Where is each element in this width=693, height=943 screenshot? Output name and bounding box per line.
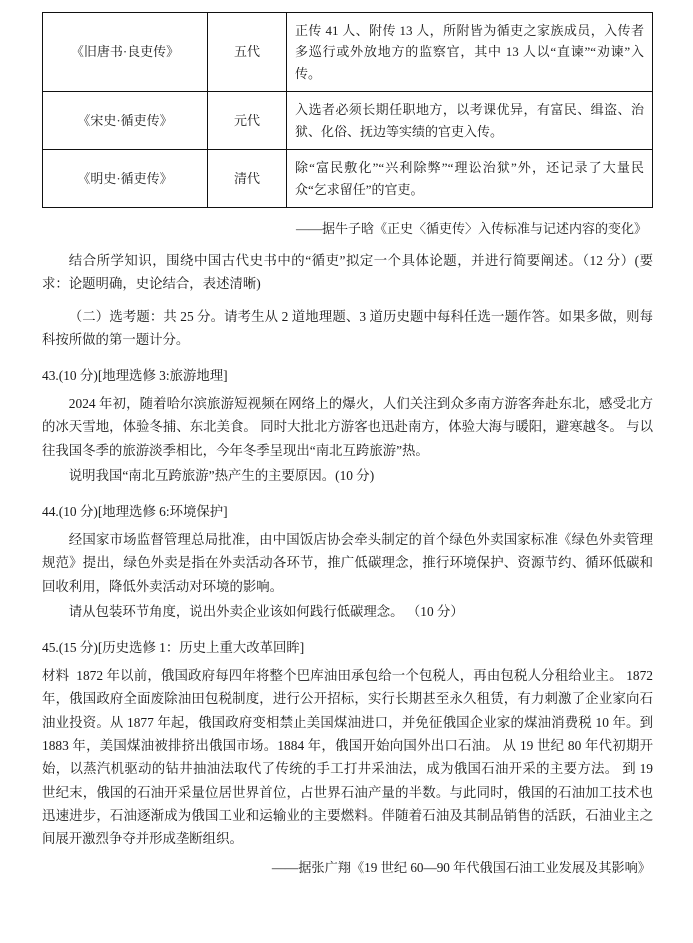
question-45-tag: [历史选修 1：历史上重大改革回眸] bbox=[97, 640, 305, 656]
question-43-score: (10 分) bbox=[58, 368, 98, 384]
table-cell-title: 《明史·循吏传》 bbox=[43, 150, 208, 208]
question-45-head bbox=[42, 637, 653, 660]
table-row bbox=[43, 92, 653, 150]
table-row bbox=[43, 13, 653, 92]
table-cell-desc: 正传 41 人、附传 13 人，所附皆为循吏之家族成员，入传者多巡行或外放地方的监察官，其中 13 人以“直谏”“劝谏”入传。 bbox=[287, 13, 653, 92]
material-text: 1872 年以前，俄国政府每四年将整个巴库油田承包给一个包税人，再由包税人分租给业主。 1872 年，俄国政府全面废除油田包税制度，进行公开招标，实行长期甚至永久租赁，有力刺激了企业家向石油业投资。从 1877 年起，俄国政府变相禁止美国煤油进口，并免征俄国企业家的煤油消费税 10 年。到 1883 年，美国煤油被排挤出俄国市场。1884 年，俄国开始向国外出口石油。 从 19 世纪 80 年代初期开始，以蒸汽机驱动的钻井抽油法取代了传统的手工打井采油法，成为俄国石油开采的主要方法。 到 19 世纪末，俄国的石油开采量位居世界首位，占世界石油产量的半数。与此同时，俄国的石油加工技术也迅速进步，石油逐渐成为俄国工业和运输业的主要燃料。伴随着石油及其制品销售的活跃，石油业主之间展开激烈争夺并形成垄断组织。 bbox=[42, 668, 653, 847]
table-row bbox=[43, 150, 653, 208]
question-43-para2: 说明我国“南北互跨旅游”热产生的主要原因。(10 分) bbox=[68, 468, 375, 484]
question-45-source: ——据张广翔《19 世纪 60—90 年代俄国石油工业发展及其影响》 bbox=[271, 859, 651, 875]
question-44 bbox=[42, 501, 653, 623]
table-cell-desc: 除“富民敷化”“兴利除弊”“理讼治狱”外，还记录了大量民众“乞求留任”的官吏。 bbox=[287, 150, 653, 208]
question-44-para1: 经国家市场监督管理总局批准，由中国饭店协会牵头制定的首个绿色外卖国家标准《绿色外卖管理规范》提出，绿色外卖是指在外卖活动各环节，推广低碳理念，推行环境保护、资源节约、循环低碳和回收利用，降低外卖活动对环境的影响。 bbox=[42, 532, 653, 594]
table-source-attribution: ——据牛子晗《正史〈循吏传〉入传标准与记述内容的变化》 bbox=[295, 221, 647, 237]
question-45-score: (15 分) bbox=[58, 640, 98, 656]
table-body bbox=[43, 13, 653, 208]
question-44-head bbox=[42, 501, 653, 524]
table-cell-title: 《宋史·循吏传》 bbox=[43, 92, 208, 150]
question-43-number: 43. bbox=[42, 368, 59, 384]
question-44-score: (10 分) bbox=[58, 504, 98, 520]
question-45 bbox=[42, 637, 653, 878]
table-cell-era: 元代 bbox=[208, 92, 287, 150]
section-b-heading: （二）选考题：共 25 分。请考生从 2 道地理题、3 道历史题中每科任选一题作答。如果多做，则每科按所做的第一题计分。 bbox=[42, 309, 653, 348]
question-45-number: 45. bbox=[42, 640, 59, 656]
material-label: 材料 bbox=[42, 668, 70, 684]
question-43-para1: 2024 年初，随着哈尔滨旅游短视频在网络上的爆火，人们关注到众多南方游客奔赴东北，感受北方的冰天雪地，体验冬捕、东北美食。 同时大批北方游客也迅赴南方，体验大海与暖阳，避寒越冬。 与以往我国冬季的旅游淡季相比，今年冬季呈现出“南北互跨旅游”热。 bbox=[42, 396, 653, 458]
table-cell-era: 五代 bbox=[208, 13, 287, 92]
table-cell-era: 清代 bbox=[208, 150, 287, 208]
main-question-text: 结合所学知识，围绕中国古代史书中的“循吏”拟定一个具体论题，并进行简要阐述。（12 分）(要求：论题明确，史论结合，表述清晰) bbox=[42, 253, 653, 292]
question-43 bbox=[42, 365, 653, 487]
question-45-material bbox=[42, 664, 653, 851]
source-table bbox=[42, 12, 653, 208]
table-cell-desc: 入选者必须长期任职地方，以考课优异，有富民、缉盗、治狱、化俗、抚边等实绩的官吏入传。 bbox=[287, 92, 653, 150]
question-43-tag: [地理选修 3:旅游地理] bbox=[97, 368, 228, 384]
table-cell-title: 《旧唐书·良吏传》 bbox=[43, 13, 208, 92]
question-44-number: 44. bbox=[42, 504, 59, 520]
question-44-para2: 请从包装环节角度，说出外卖企业该如何践行低碳理念。 （10 分） bbox=[68, 604, 464, 620]
question-44-tag: [地理选修 6:环境保护] bbox=[97, 504, 228, 520]
question-43-head bbox=[42, 365, 653, 388]
